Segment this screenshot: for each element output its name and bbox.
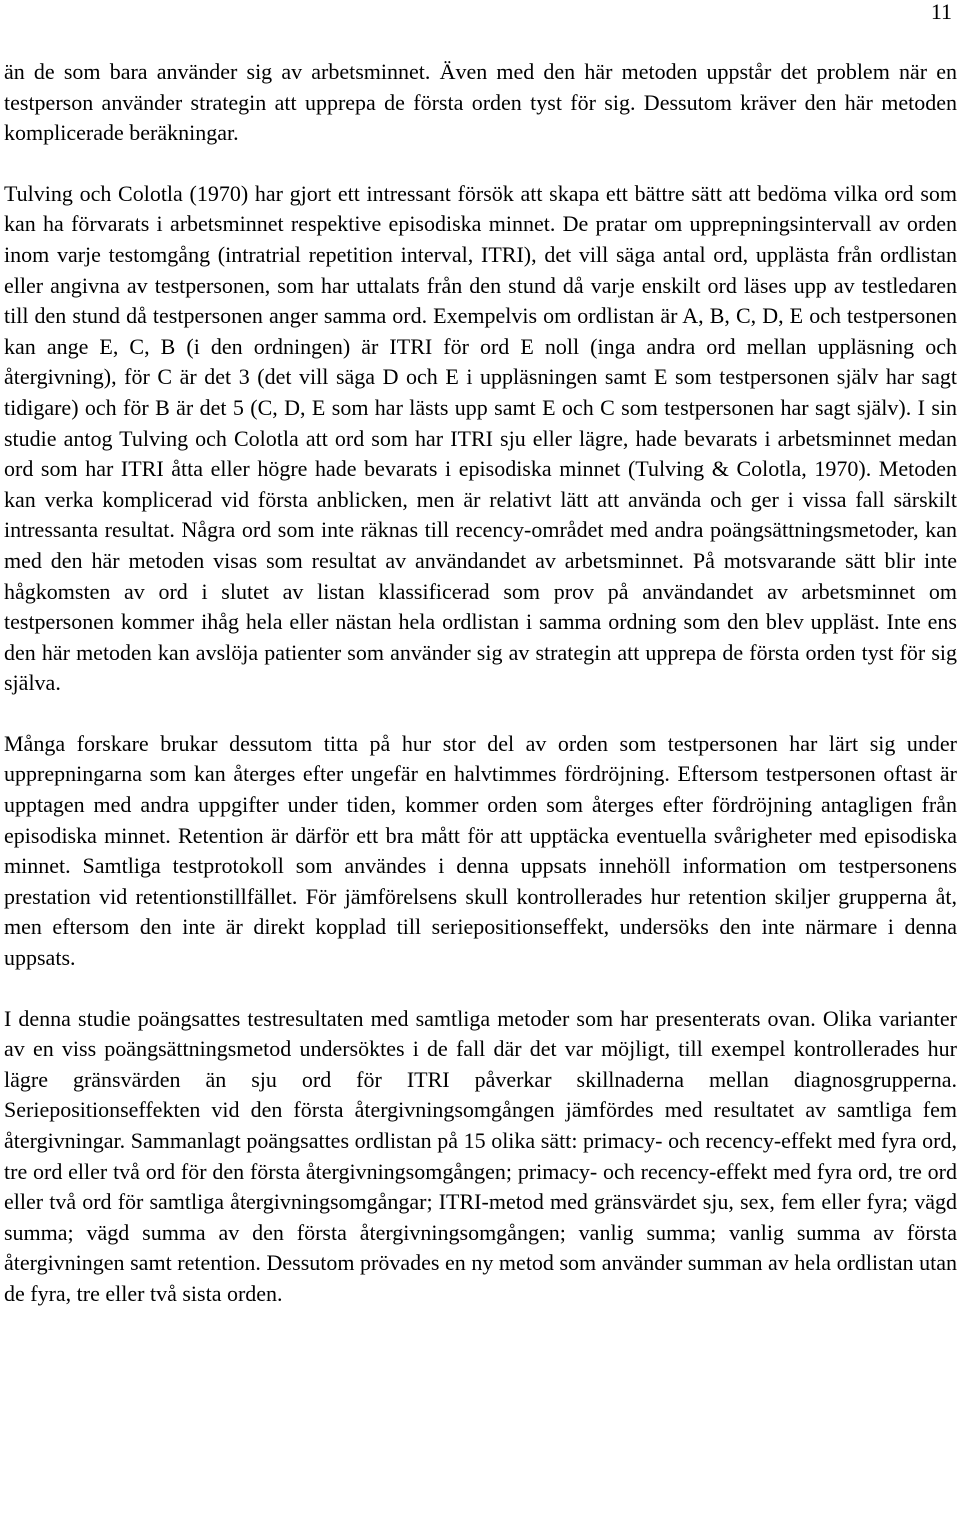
document-body xyxy=(4,57,957,1310)
paragraph-2: Tulving och Colotla (1970) har gjort ett intressant försök att skapa ett bättre sätt att bedöma vilka ord som kan ha förvarats i arbetsminnet respektive episodiska minnet. De pratar om upprepningsintervall av orden inom varje testomgång (intratrial repetition interval, ITRI), det vill säga antal ord, upplästa från ordlistan eller angivna av testpersonen, som har uttalats från den stund då varje enskilt ord läses upp av testledaren till den stund då testpersonen anger samma ord. Exempelvis om ordlistan är A, B, C, D, E och testpersonen kan ange E, C, B (i den ordningen) är ITRI för ord E noll (inga andra ord mellan uppläsning och återgivning), för C är det 3 (det vill säga D och E i uppläsningen samt E som testpersonen själv har sagt tidigare) och för B är det 5 (C, D, E som har lästs upp samt E och C som testpersonen har sagt själv). I sin studie antog Tulving och Colotla att ord som har ITRI sju eller lägre, hade bevarats i arbetsminnet medan ord som har ITRI åtta eller högre hade bevarats i episodiska minnet (Tulving & Colotla, 1970). Metoden kan verka komplicerad vid första anblicken, men är relativt lätt att använda och ger i vissa fall särskilt intressanta resultat. Några ord som inte räknas till recency-området med andra poängsättningsmetoder, kan med den här metoden visas som resultat av användandet av arbetsminnet. På motsvarande sätt blir inte hågkomsten av ord i slutet av listan klassificerad som prov på användandet av arbetsminnet om testpersonen kommer ihåg hela eller nästan hela ordlistan i samma ordning som den blev uppläst. Inte ens den här metoden kan avslöja patienter som använder sig av strategin att upprepa de första orden tyst för sig själva. xyxy=(4,180,957,696)
paragraph-4: I denna studie poängsattes testresultaten med samtliga metoder som har presenterats ovan. Olika varianter av en viss poängsättningsmetod undersöktes i de fall där det var möjligt, till exempel kontrollerades hur lägre gränsvärden än sju ord för ITRI påverkar skillnaderna mellan diagnosgrupperna. Seriepositionseffekten vid den första återgivningsomgången jämfördes med resultatet av samtliga fem återgivningar. Sammanlagt poängsattes ordlistan på 15 olika sätt: primacy- och recency-effekt med fyra ord, tre ord eller två ord för den första återgivningsomgången; primacy- och recency-effekt med fyra ord, tre ord eller två ord för samtliga återgivningsomgångar; ITRI-metod med gränsvärdet sju, sex, fem eller fyra; vägd summa; vägd summa av den första återgivningsomgången; vanlig summa; vanlig summa av första återgivningen samt retention. Dessutom prövades en ny metod som använder summan av hela ordlistan utan de fyra, tre eller två sista orden. xyxy=(4,1005,957,1306)
paragraph-1: än de som bara använder sig av arbetsminnet. Även med den här metoden uppstår det problem när en testperson använder strategin att upprepa de första orden tyst för sig. Dessutom kräver den här metoden komplicerade beräkningar. xyxy=(4,59,957,146)
page-number: 11 xyxy=(930,0,952,24)
paragraph-3: Många forskare brukar dessutom titta på hur stor del av orden som testpersonen har lärt sig under upprepningarna som kan återges efter ungefär en halvtimmes fördröjning. Eftersom testpersonen oftast är upptagen med andra uppgifter under tiden, kommer orden som återges efter fördröjning antagligen från episodiska minnet. Retention är därför ett bra mått för att upptäcka eventuella svårigheter med episodiska minnet. Samtliga testprotokoll som användes i denna uppsats innehöll information om testpersonens prestation vid retentionstillfället. För jämförelsens skull kontrollerades hur retention skiljer grupperna åt, men eftersom den inte är direkt kopplad till seriepositionseffekt, undersöks den inte närmare i denna uppsats. xyxy=(4,730,957,971)
